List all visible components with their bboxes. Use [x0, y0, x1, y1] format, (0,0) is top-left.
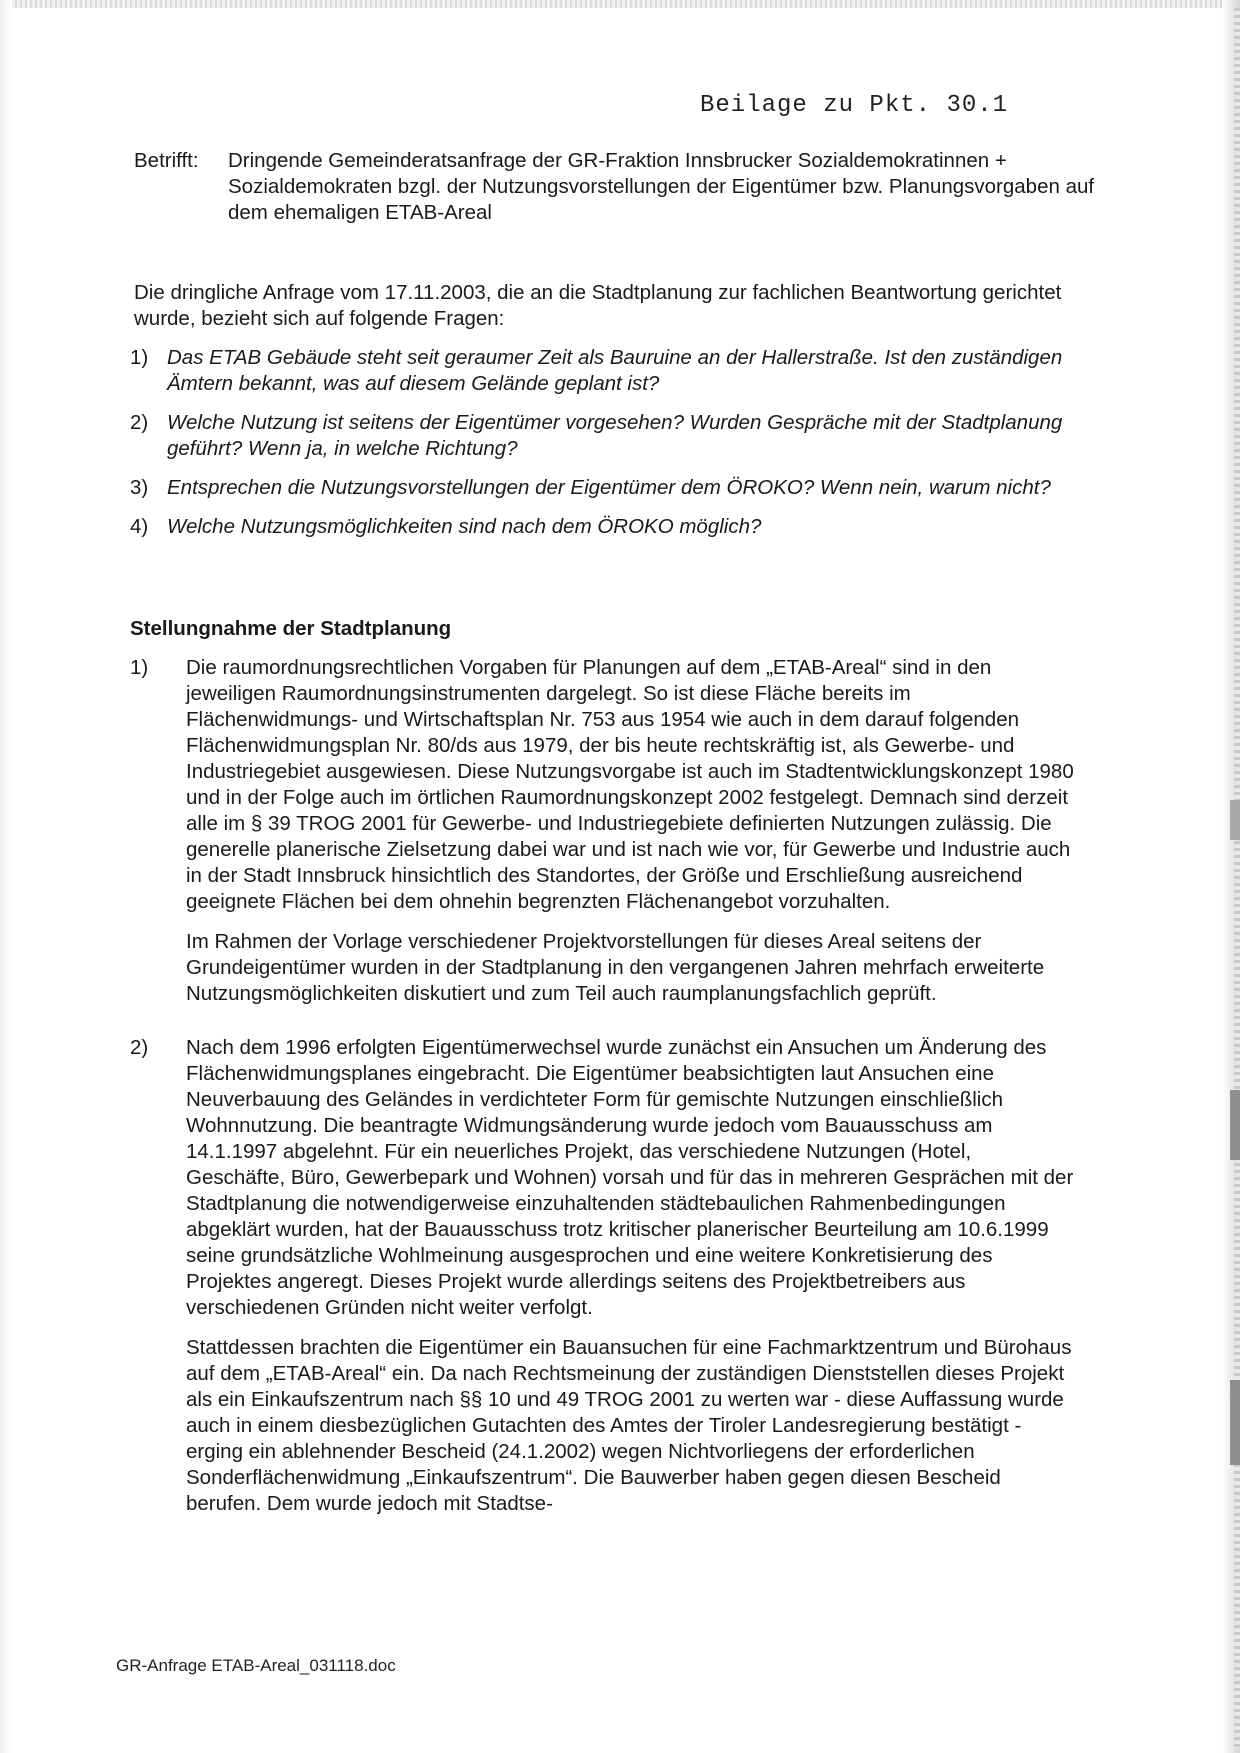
answer-body — [186, 1035, 1084, 1531]
question-text: Welche Nutzung ist seitens der Eigentümer vorgesehen? Wurden Gespräche mit der Stadtplanung geführt? Wenn ja, in welche Richtung? — [167, 411, 1063, 460]
answer-paragraph: Im Rahmen der Vorlage verschiedener Projektvorstellungen für dieses Areal seitens der Grundeigentümer wurden in der Stadtplanung in den vergangenen Jahren mehrfach erweiterte Nutzungsmöglichkeiten diskutiert und zum Teil auch raumplanungsfachlich geprüft. — [186, 930, 1045, 1005]
footer-filename: GR-Anfrage ETAB-Areal_031118.doc — [116, 1656, 396, 1675]
answer-item — [124, 655, 1084, 1021]
question-text: Welche Nutzungsmöglichkeiten sind nach dem ÖROKO möglich? — [167, 515, 762, 538]
question-item — [130, 410, 1090, 462]
question-item — [130, 345, 1090, 397]
question-list — [130, 345, 1090, 553]
answer-paragraph: Stattdessen brachten die Eigentümer ein Bauansuchen für eine Fachmarktzentrum und Bürohaus auf dem „ETAB-Areal“ ein. Da nach Rechtsmeinung der zuständigen Dienststellen dieses Projekt als ein Einkaufszentrum nach §§ 10 und 49 TROG 2001 zu werten war - diese Auffassung wurde auch in einem diesbezüglichen Gutachten des Amtes der Tiroler Landesregierung bestätigt - erging ein ablehnender Bescheid (24.1.2002) wegen Nichtvorliegens der erforderlichen Sonderflächenwidmung „Einkaufszentrum“. Die Bauwerber haben gegen diesen Bescheid berufen. Dem wurde jedoch mit Stadtse- — [186, 1336, 1072, 1515]
question-item — [130, 514, 1090, 540]
answer-body — [186, 655, 1084, 1021]
intro-paragraph: Die dringliche Anfrage vom 17.11.2003, die an die Stadtplanung zur fachlichen Beantwortung gerichtet wurde, bezieht sich auf folgende Fragen: — [134, 281, 1062, 330]
subject-block — [134, 148, 1114, 226]
answer-number: 1) — [130, 656, 149, 679]
scan-edge-left — [0, 0, 12, 1753]
section-heading: Stellungnahme der Stadtplanung — [130, 617, 452, 640]
answer-item — [124, 1035, 1084, 1531]
question-text: Das ETAB Gebäude steht seit geraumer Zeit als Bauruine an der Hallerstraße. Ist den zuständigen Ämtern bekannt, was auf diesem Gelände geplant ist? — [167, 346, 1063, 395]
attachment-reference: Beilage zu Pkt. 30.1 — [700, 92, 1009, 119]
question-item — [130, 475, 1090, 501]
answer-number: 2) — [130, 1036, 149, 1059]
scan-artifact-dark — [1230, 1090, 1240, 1160]
scan-edge-right-strip — [1234, 8, 1240, 1748]
question-text: Entsprechen die Nutzungsvorstellungen der Eigentümer dem ÖROKO? Wenn nein, warum nicht? — [167, 476, 1051, 499]
question-number: 1) — [130, 346, 149, 369]
answer-list — [124, 655, 1084, 1531]
answer-paragraph: Die raumordnungsrechtlichen Vorgaben für Planungen auf dem „ETAB-Areal“ sind in den jeweiligen Raumordnungsinstrumenten dargelegt. So ist diese Fläche bereits im Flächenwidmungs- und Wirtschaftsplan Nr. 753 aus 1954 wie auch in dem darauf folgenden Flächenwidmungsplan Nr. 80/ds aus 1979, der bis heute rechtskräftig ist, als Gewerbe- und Industriegebiet ausgewiesen. Diese Nutzungsvorgabe ist auch im Stadtentwicklungskonzept 1980 und in der Folge auch im örtlichen Raumordnungskonzept 2002 festgelegt. Demnach sind derzeit alle im § 39 TROG 2001 für Gewerbe- und Industriegebiete definierten Nutzungen zulässig. Die generelle planerische Zielsetzung dabei war und ist nach wie vor, für Gewerbe und Industrie auch in der Stadt Innsbruck hinsichtlich des Standortes, der Größe und Erschließung ausreichend geeignete Flächen bei dem ohnehin begrenzten Flächenangebot vorzuhalten. — [186, 656, 1074, 913]
scan-artifact-dark — [1230, 1380, 1240, 1465]
subject-label: Betrifft: — [134, 149, 199, 172]
scan-artifact-dark — [1230, 800, 1240, 840]
question-number: 2) — [130, 411, 149, 434]
subject-text: Dringende Gemeinderatsanfrage der GR-Fraktion Innsbrucker Sozialdemokratinnen + Sozialdemokraten bzgl. der Nutzungsvorstellungen der Eigentümer bzw. Planungsvorgaben auf dem ehemaligen ETAB-Areal — [228, 149, 1095, 224]
scan-edge-top — [0, 0, 1240, 8]
question-number: 4) — [130, 515, 149, 538]
answer-paragraph: Nach dem 1996 erfolgten Eigentümerwechsel wurde zunächst ein Ansuchen um Änderung des Flächenwidmungsplanes eingebracht. Die Eigentümer beabsichtigten laut Ansuchen eine Neuverbauung des Geländes in verdichteter Form für gemischte Nutzungen einschließlich Wohnnutzung. Die beantragte Widmungsänderung wurde jedoch vom Bauausschuss am 14.1.1997 abgelehnt. Für ein neuerliches Projekt, das verschiedene Nutzungen (Hotel, Geschäfte, Büro, Gewerbepark und Wohnen) vorsah und für das in mehreren Gesprächen mit der Stadtplanung die notwendigerweise einzuhaltenden städtebaulichen Rahmenbedingungen abgeklärt wurden, hat der Bauausschuss trotz kritischer planerischer Beurteilung am 10.6.1999 seine grundsätzliche Wohlmeinung ausgesprochen und eine weitere Konkretisierung des Projektes angeregt. Dieses Projekt wurde allerdings seitens des Projektbetreibers aus verschiedenen Gründen nicht weiter verfolgt. — [186, 1036, 1074, 1319]
question-number: 3) — [130, 476, 149, 499]
